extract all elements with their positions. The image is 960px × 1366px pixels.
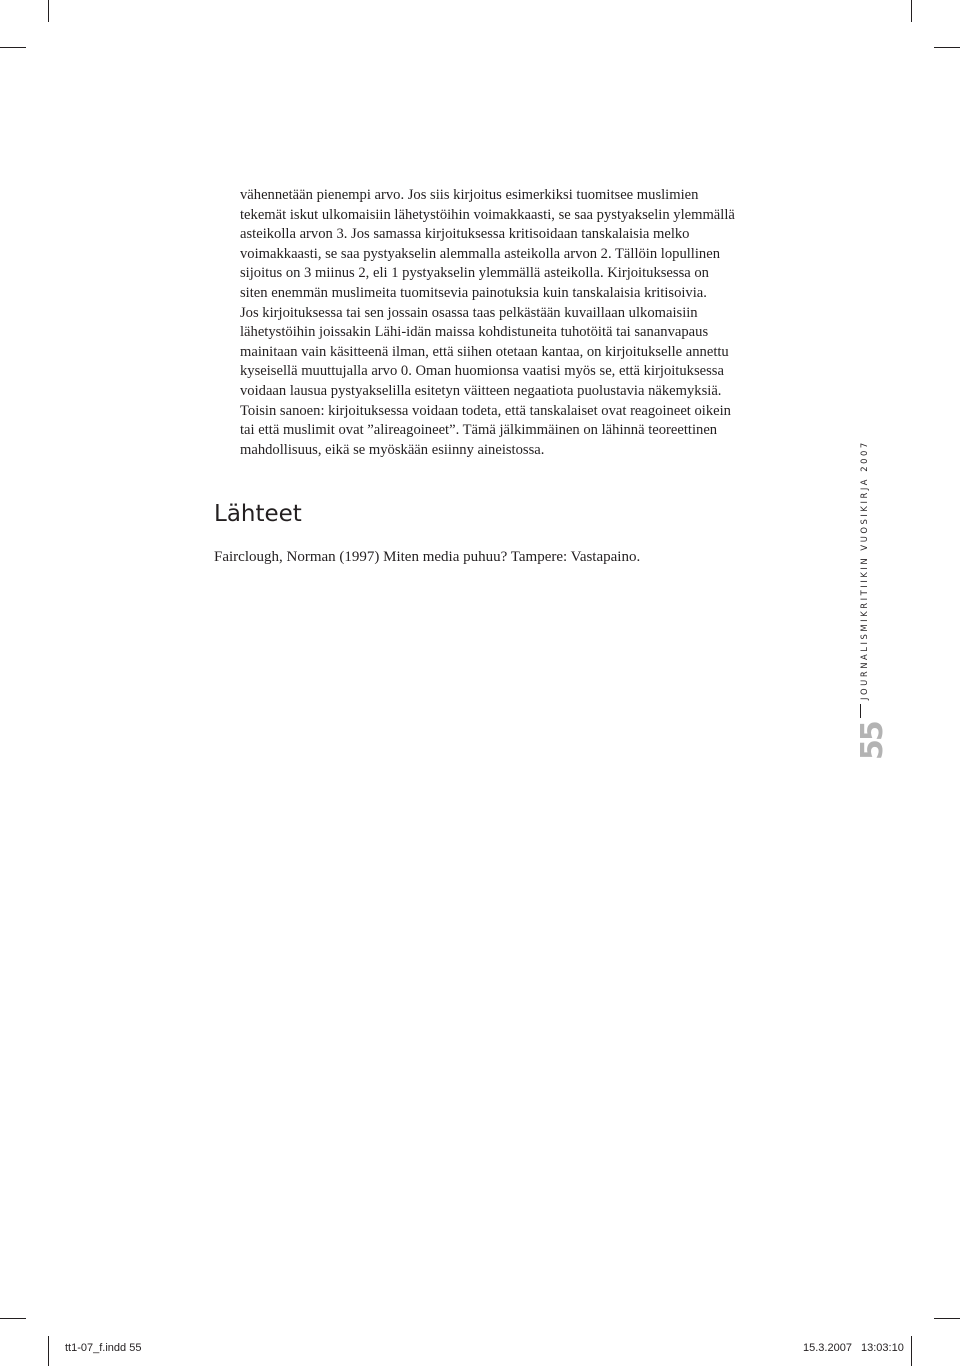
sources-heading: Lähteet [214,501,302,527]
crop-mark [0,1318,26,1319]
crop-mark [48,0,49,22]
text-line: mainitaan vain käsitteenä ilman, että siihen otetaan kantaa, on kirjoitukselle annettu [240,343,729,360]
text-line: Toisin sanoen: kirjoituksessa voidaan todeta, että tanskalaiset ovat reagoineet oikein [240,402,731,419]
slug-time: 13:03:10 [861,1342,904,1354]
slug-file-name: tt1-07_f.indd 55 [65,1342,142,1354]
text-line: siten enemmän muslimeita tuomitsevia painotuksia kuin tanskalaisia kritisoivia. [240,284,707,301]
text-line: vähennetään pienempi arvo. Jos siis kirjoitus esimerkiksi tuomitsee muslimien [240,187,699,203]
text-line: kyseisellä muuttujalla arvo 0. Oman huomionsa vaatisi myös se, että kirjoituksessa [240,363,724,380]
crop-mark [48,1336,49,1366]
crop-mark [911,0,912,22]
publication-title: JOURNALISMIKRITIIKIN VUOSIKIRJA 2007 [859,440,869,700]
text-line: sijoitus on 3 miinus 2, eli 1 pystyakselin ylemmällä asteikolla. Kirjoituksessa on [240,265,709,282]
text-line: asteikolla arvon 3. Jos samassa kirjoituksessa kritisoidaan tanskalaisia melko [240,226,690,243]
page-number: 55 [855,722,890,760]
body-paragraph [240,186,800,460]
crop-mark [934,1318,960,1319]
reference-entry: Fairclough, Norman (1997) Miten media puhuu? Tampere: Vastapaino. [214,549,641,565]
text-line: tai että muslimit ovat ”alireagoineet”. Tämä jälkimmäinen on lähinnä teoreettinen [240,422,718,439]
text-line: voidaan lausua pystyakselilla esitetyn väitteen negaatiota puolustavia näkemyksiä. [240,382,722,399]
crop-mark [911,1336,912,1366]
running-head-separator [860,704,861,718]
slug-date: 15.3.2007 [803,1342,852,1354]
text-line: Jos kirjoituksessa tai sen jossain osassa taas pelkästään kuvaillaan ulkomaisiin [240,304,698,321]
crop-mark [0,47,26,48]
text-line: voimakkaasti, se saa pystyakselin alemmalla asteikolla arvon 2. Tällöin lopullinen [240,245,720,262]
crop-mark [934,47,960,48]
text-line: lähetystöihin joissakin Lähi-idän maissa kohdistuneita tuhotöitä tai sananvapaus [240,324,709,341]
text-line: tekemät iskut ulkomaisiin lähetystöihin voimakkaasti, se saa pystyakselin ylemmällä [240,206,735,223]
text-line: mahdollisuus, eikä se myöskään esiinny aineistossa. [240,441,545,458]
